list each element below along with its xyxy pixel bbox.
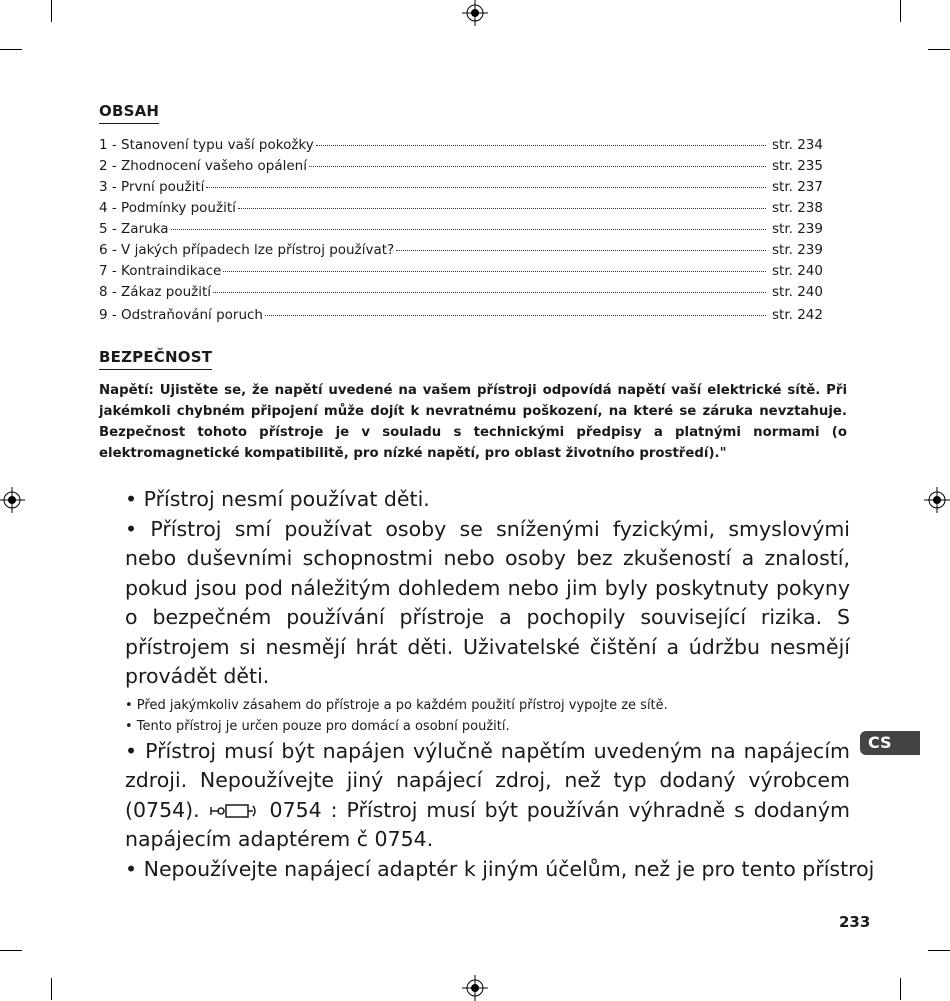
dot-leader [396,236,766,251]
toc-item-label: 6 - V jakých případech lze přístroj používat? [99,242,395,258]
voltage-warning: Napětí: Ujistěte se, že napětí uvedené na vašem přístroji odpovídá napětí vaší elektrické sítě. Při jakémkoli chybném připojení může dojít k nevratnému poškození, na které se záruka nevztahuje. Bezpečnost tohoto přístroje je v souladu s technickými předpisy a platnými normami (o elektromagnetické kompatibilitě, pro nízké napětí, pro oblast životního prostředí)." [99,383,847,461]
toc-item-page: str. 239 [772,242,823,258]
safety-instructions [125,485,875,884]
toc-item-label: 7 - Kontraindikace [99,263,222,279]
dot-leader [265,301,766,316]
registration-mark-icon [924,487,950,513]
dot-leader [206,173,766,188]
safety-bullet-text: 0754 : Přístroj musí být používán výhradně s dodaným napájecím adaptérem č 0754. [125,797,850,851]
dot-leader [316,131,766,146]
toc-item-page: str. 237 [772,179,823,195]
registration-mark-icon [0,487,25,513]
power-adapter-icon [209,803,261,819]
page-number: 233 [839,913,871,931]
toc-item-label: 4 - Podmínky použití [99,200,236,216]
crop-mark [900,978,901,1000]
toc-item-page: str. 238 [772,200,823,216]
toc-item-page: str. 240 [772,263,823,279]
toc-item-page: str. 234 [772,137,823,153]
toc-item-page: str. 242 [772,307,823,323]
registration-mark-icon [462,975,488,1001]
crop-mark [0,950,22,951]
toc-item-label: 9 - Odstraňování poruch [99,307,263,323]
crop-mark [51,0,52,22]
crop-mark [928,49,950,50]
registration-mark-icon [462,0,488,26]
toc-item-page: str. 240 [772,284,823,300]
toc-item [99,304,823,325]
toc-item-label: 1 - Stanovení typu vaší pokožky [99,137,314,153]
crop-mark [51,978,52,1000]
table-of-contents [99,134,823,325]
crop-mark [0,49,22,50]
dot-leader [223,257,766,272]
dot-leader [309,152,766,167]
toc-item-label: 3 - První použití [99,179,205,195]
safety-bullet-text: • Přístroj musí být napájen výlučně napětím uvedeným na napájecím zdroji. Nepoužívejte jiný napájecí zdroj, než typ dodaný výrobcem (0754). [125,738,850,822]
safety-bullet: • Přístroj smí používat osoby se sníženými fyzickými, smyslovými nebo duševními schopnostmi nebo osoby bez zkušeností a znalostí, pokud jsou pod náležitým dohledem nebo jim byly poskytnuty pokyny o bezpečném používání přístroje a pochopily související rizika. S přístrojem si nesmějí hrát děti. Uživatelské čištění a údržbu nesmějí provádět děti. [125,516,850,688]
toc-item-label: 2 - Zhodnocení vašeho opálení [99,158,307,174]
crop-mark [928,950,950,951]
safety-title: BEZPEČNOST [99,348,212,370]
language-tab: CS [860,731,920,755]
safety-note: • Tento přístroj je určen pouze pro domácí a osobní použití. [125,718,510,734]
toc-item-page: str. 239 [772,221,823,237]
safety-note: • Před jakýmkoliv zásahem do přístroje a po každém použití přístroj vypojte ze sítě. [125,697,668,713]
safety-bullet: • Přístroj nesmí používat děti. [125,487,430,511]
toc-item [99,281,823,302]
dot-leader [213,278,766,293]
dot-leader [171,215,766,230]
toc-title: OBSAH [99,102,159,124]
safety-bullet [125,737,850,855]
toc-item-page: str. 235 [772,158,823,174]
crop-mark [900,0,901,22]
toc-item-label: 5 - Zaruka [99,221,169,237]
toc-item-label: 8 - Zákaz použití [99,284,212,300]
safety-bullet: • Nepoužívejte napájecí adaptér k jiným účelům, než je pro tento přístroj [125,856,875,881]
dot-leader [238,194,766,209]
